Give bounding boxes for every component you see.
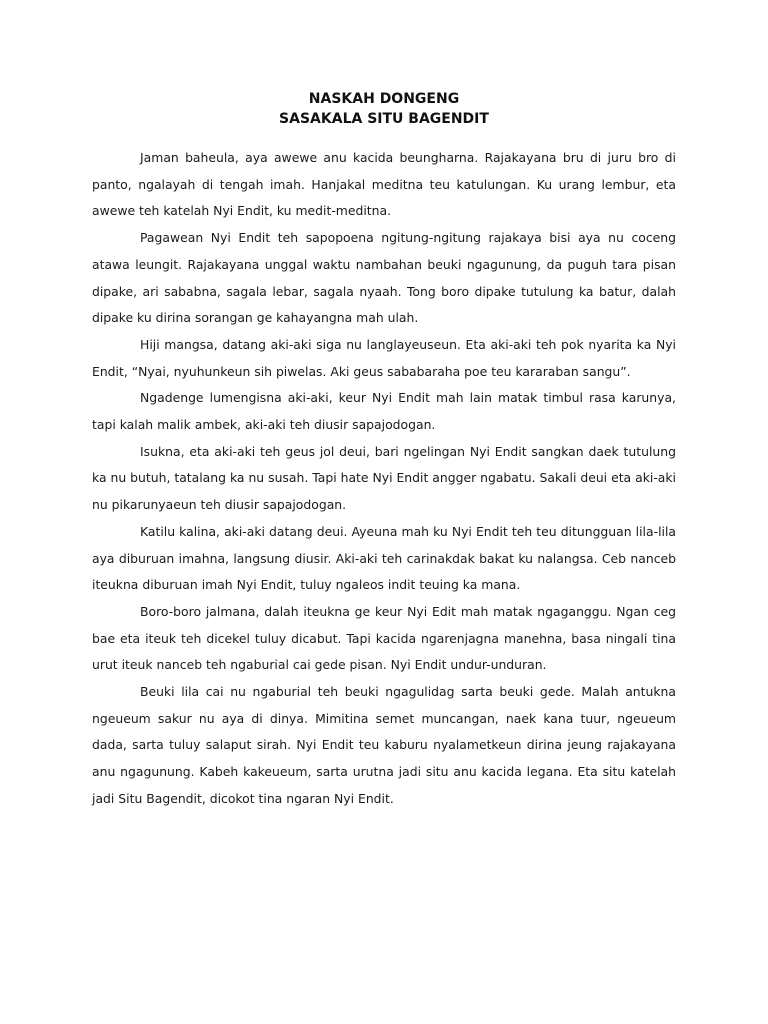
title-line-2: SASAKALA SITU BAGENDIT [279, 111, 489, 127]
paragraph-1: Jaman baheula, aya awewe anu kacida beungharna. Rajakayana bru di juru bro di panto, ngalayah di tengah imah. Hanjakal meditna teu katulungan. Ku urang lembur, eta awewe teh katelah Nyi Endit, ku medit-meditna. [92, 150, 676, 219]
title-line-1: NASKAH DONGENG [308, 91, 460, 107]
paragraph-2: Pagawean Nyi Endit teh sapopoena ngitung-ngitung rajakaya bisi aya nu coceng atawa leungit. Rajakayana unggal waktu nambahan beuki ngagunung, da puguh tara pisan dipake, ari sababna, sagala lebar, sagala nyaah. Tong boro dipake tutulung ka batur, dalah dipake ku dirina sorangan ge kahayangna mah ulah. [92, 230, 676, 326]
document-title [92, 89, 676, 129]
story-body [92, 145, 676, 813]
paragraph-7: Boro-boro jalmana, dalah iteukna ge keur Nyi Edit mah matak ngaganggu. Ngan ceg bae eta iteuk teh dicekel tuluy dicabut. Tapi kacida ngarenjagna manehna, basa ningali tina urut iteuk nanceb teh ngaburial cai gede pisan. Nyi Endit undur-unduran. [92, 603, 676, 673]
paragraph-3: Hiji mangsa, datang aki-aki siga nu langlayeuseun. Eta aki-aki teh pok nyarita ka Nyi Endit, “Nyai, nyuhunkeun sih piwelas. Aki geus sababaraha poe teu kararaban sangu”. [92, 336, 676, 379]
paragraph-5: Isukna, eta aki-aki teh geus jol deui, bari ngelingan Nyi Endit sangkan daek tutulung ka nu butuh, tatalang ka nu susah. Tapi hate Nyi Endit angger ngabatu. Sakali deui eta aki-aki nu pikarunyaeun teh diusir sapajodogan. [92, 443, 676, 513]
paragraph-8: Beuki lila cai nu ngaburial teh beuki ngagulidag sarta beuki gede. Malah antukna ngeueum sakur nu aya di dinya. Mimitina semet muncangan, naek kana tuur, ngeueum dada, sarta tuluy salaput sirah. Nyi Endit teu kaburu nyalametkeun dirina jeung rajakayana anu ngagunung. Kabeh kakeueum, sarta urutna jadi situ anu kacida legana. Eta situ katelah jadi Situ Bagendit, dicokot tina ngaran Nyi Endit. [92, 684, 676, 806]
paragraph-6: Katilu kalina, aki-aki datang deui. Ayeuna mah ku Nyi Endit teh teu ditungguan lila-lila aya diburuan imahna, langsung diusir. Aki-aki teh carinakdak bakat ku nalangsa. Ceb nanceb iteukna diburuan imah Nyi Endit, tuluy ngaleos indit teuing ka mana. [92, 523, 676, 593]
paragraph-4: Ngadenge lumengisna aki-aki, keur Nyi Endit mah lain matak timbul rasa karunya, tapi kalah malik ambek, aki-aki teh diusir sapajodogan. [92, 390, 676, 433]
